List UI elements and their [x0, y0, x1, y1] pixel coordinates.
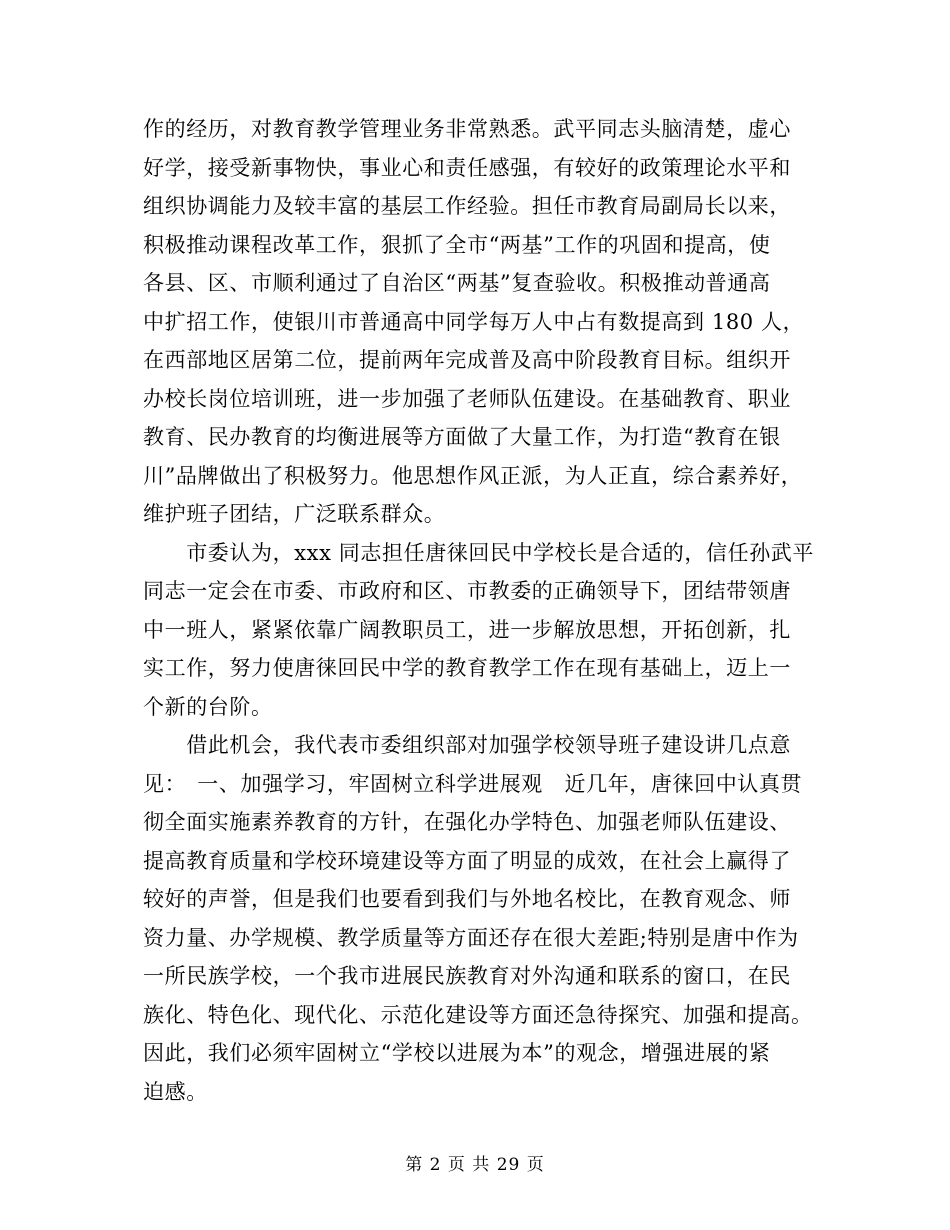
text-line: 迫感。 [143, 1079, 208, 1104]
text-line: 借此机会，我代表市委组织部对加强学校领导班子建设讲几点意 [143, 733, 791, 757]
text-line: 彻全面实施素养教育的方针，在强化办学特色、加强老师队伍建设、 [143, 810, 791, 834]
text-line: 中一班人，紧紧依靠广阔教职员工，进一步解放思想，开拓创新，扎 [143, 617, 791, 642]
text-line: 族化、特色化、现代化、示范化建设等方面还急待探究、加强和提高。 [143, 1002, 813, 1027]
text-line: 办校长岗位培训班，进一步加强了老师队伍建设。在基础教育、职业 [143, 386, 791, 411]
text-line: 组织协调能力及较丰富的基层工作经验。担任市教育局副局长以来， [143, 194, 791, 218]
text-line: 资力量、办学规模、教学质量等方面还存在很大差距;特别是唐中作为 [143, 925, 799, 950]
text-line: 个新的台阶。 [143, 694, 273, 719]
document-body [143, 110, 823, 1111]
text-line: 因此，我们必须牢固树立“学校以进展为本”的观念，增强进展的紧 [143, 1041, 771, 1065]
text-line: 在西部地区居第二位，提前两年完成普及高中阶段教育目标。组织开 [143, 348, 791, 372]
text-line: 教育、民办教育的均衡进展等方面做了大量工作，为打造“教育在银 [143, 425, 781, 449]
page-number-footer: 第 2 页 共 29 页 [405, 1155, 545, 1175]
text-line: 中扩招工作，使银川市普通高中同学每万人中占有数提高到 180 人， [143, 309, 805, 334]
text-line: 见： 一、加强学习，牢固树立科学进展观 近几年，唐徕回中认真贯 [143, 771, 803, 796]
text-line: 同志一定会在市委、市政府和区、市教委的正确领导下，团结带领唐 [143, 579, 791, 603]
text-line: 实工作，努力使唐徕回民中学的教育教学工作在现有基础上，迈上一 [143, 656, 791, 680]
text-line: 川”品牌做出了积极努力。他思想作风正派，为人正直，综合素养好， [143, 463, 803, 488]
text-line: 维护班子团结，广泛联系群众。 [143, 502, 446, 526]
text-line: 各县、区、市顺利通过了自治区“两基”复查验收。积极推动普通高 [143, 271, 771, 295]
text-line: 积极推动课程改革工作，狠抓了全市“两基”工作的巩固和提高，使 [143, 232, 771, 257]
text-line: 提高教育质量和学校环境建设等方面了明显的成效，在社会上赢得了 [143, 848, 791, 873]
text-line: 较好的声誉，但是我们也要看到我们与外地名校比，在教育观念、师 [143, 887, 791, 911]
text-line: 作的经历，对教育教学管理业务非常熟悉。武平同志头脑清楚，虚心 [143, 117, 791, 141]
text-line: 市委认为，xxx 同志担任唐徕回民中学校长是合适的，信任孙武平 [143, 540, 815, 565]
text-line: 好学，接受新事物快，事业心和责任感强，有较好的政策理论水平和 [143, 155, 791, 180]
text-line: 一所民族学校，一个我市进展民族教育对外沟通和联系的窗口，在民 [143, 964, 791, 988]
